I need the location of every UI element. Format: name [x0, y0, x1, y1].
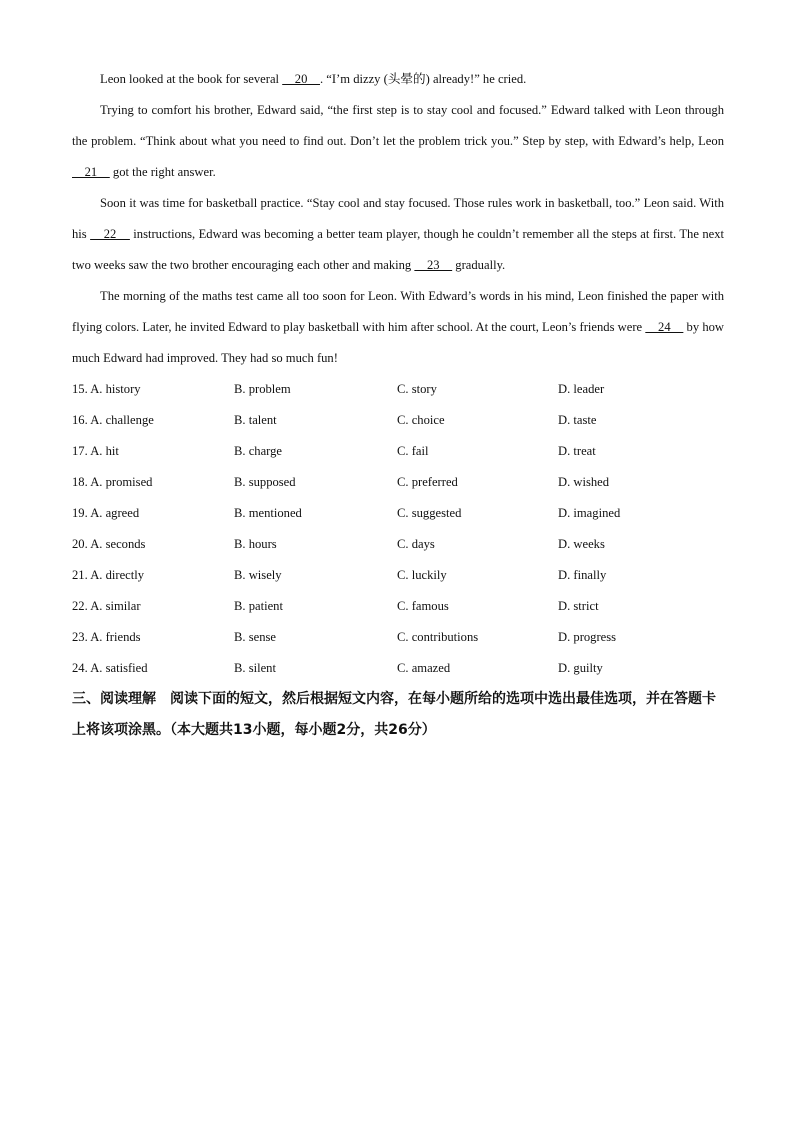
option-a: 18. A. promised — [72, 475, 153, 489]
option-d: D. imagined — [558, 506, 621, 520]
option-b: B. patient — [234, 599, 283, 613]
question-options — [72, 374, 724, 684]
section-heading: 三、阅读理解 阅读下面的短文，然后根据短文内容，在每小题所给的选项中选出最佳选项，并在答题卡上将该项涂黑。（本大题共13小题，每小题2分，共26分） — [72, 691, 716, 738]
passage-paragraph — [72, 188, 724, 281]
passage-text: gradually. — [452, 258, 506, 272]
passage-text: by how much Edward had improved. They had so much fun! — [72, 320, 725, 365]
question-row — [72, 591, 724, 622]
option-a: 21. A. directly — [72, 568, 145, 582]
answer-blank: 24 — [645, 320, 684, 334]
option-c: C. suggested — [397, 506, 462, 520]
passage-text: Leon looked at the book for several — [100, 72, 283, 86]
option-a: 19. A. agreed — [72, 506, 140, 520]
option-d: D. strict — [558, 599, 599, 613]
question-row — [72, 405, 724, 436]
passage-paragraph — [72, 95, 724, 188]
answer-blank: 21 — [72, 165, 110, 179]
option-d: D. wished — [558, 475, 610, 489]
option-c: C. choice — [397, 413, 445, 427]
passage-text: . “I’m dizzy (头晕的) already!” he cried. — [319, 72, 527, 86]
option-b: B. talent — [234, 413, 277, 427]
option-b: B. wisely — [234, 568, 282, 582]
question-row — [72, 560, 724, 591]
option-b: B. silent — [234, 661, 276, 675]
option-b: B. problem — [234, 382, 291, 396]
question-row — [72, 622, 724, 653]
option-c: C. contributions — [397, 630, 479, 644]
option-d: D. taste — [558, 413, 597, 427]
option-c: C. luckily — [397, 568, 447, 582]
option-c: C. famous — [397, 599, 449, 613]
option-d: D. progress — [558, 630, 617, 644]
option-b: B. hours — [234, 537, 277, 551]
option-c: C. amazed — [397, 661, 451, 675]
question-row — [72, 436, 724, 467]
option-c: C. days — [397, 537, 435, 551]
passage-paragraph — [72, 64, 724, 95]
passage-text: instructions, Edward was becoming a better team player, though he couldn’t remember all the steps at first. The next two weeks saw the two brother encouraging each other and making — [72, 227, 724, 272]
reading-passage — [72, 64, 724, 374]
question-row — [72, 374, 724, 405]
option-c: C. preferred — [397, 475, 458, 489]
option-a: 20. A. seconds — [72, 537, 146, 551]
option-a: 17. A. hit — [72, 444, 119, 458]
option-d: D. treat — [558, 444, 596, 458]
option-a: 22. A. similar — [72, 599, 141, 613]
option-b: B. mentioned — [234, 506, 302, 520]
option-b: B. charge — [234, 444, 283, 458]
option-c: C. story — [397, 382, 437, 396]
passage-text: Trying to comfort his brother, Edward said, “the first step is to stay cool and focused.” Edward talked with Leon through the problem. “Think about what you need to find out. Don’t let the problem trick you.” Step by step, with Edward’s help, Leon — [72, 103, 724, 148]
question-row — [72, 653, 724, 684]
answer-blank: 20 — [282, 72, 320, 86]
option-a: 24. A. satisfied — [72, 661, 148, 675]
answer-blank: 23 — [414, 258, 453, 272]
question-row — [72, 529, 724, 560]
option-d: D. guilty — [558, 661, 603, 675]
answer-blank: 22 — [90, 227, 130, 241]
passage-text: Soon it was time for basketball practice. “Stay cool and stay focused. Those rules work in basketball, too.” Leon said. With his — [72, 196, 724, 241]
document-page — [72, 64, 724, 746]
option-b: B. sense — [234, 630, 276, 644]
option-d: D. weeks — [558, 537, 605, 551]
option-a: 15. A. history — [72, 382, 141, 396]
option-b: B. supposed — [234, 475, 296, 489]
option-d: D. leader — [558, 382, 605, 396]
option-c: C. fail — [397, 444, 429, 458]
passage-text: The morning of the maths test came all too soon for Leon. With Edward’s words in his mind, Leon finished the paper with flying colors. Later, he invited Edward to play basketball with him after school. At the court, Leon’s friends were — [72, 289, 724, 334]
option-d: D. finally — [558, 568, 607, 582]
option-a: 23. A. friends — [72, 630, 141, 644]
question-row — [72, 467, 724, 498]
question-row — [72, 498, 724, 529]
passage-text: got the right answer. — [109, 165, 216, 179]
passage-paragraph — [72, 281, 724, 374]
option-a: 16. A. challenge — [72, 413, 154, 427]
